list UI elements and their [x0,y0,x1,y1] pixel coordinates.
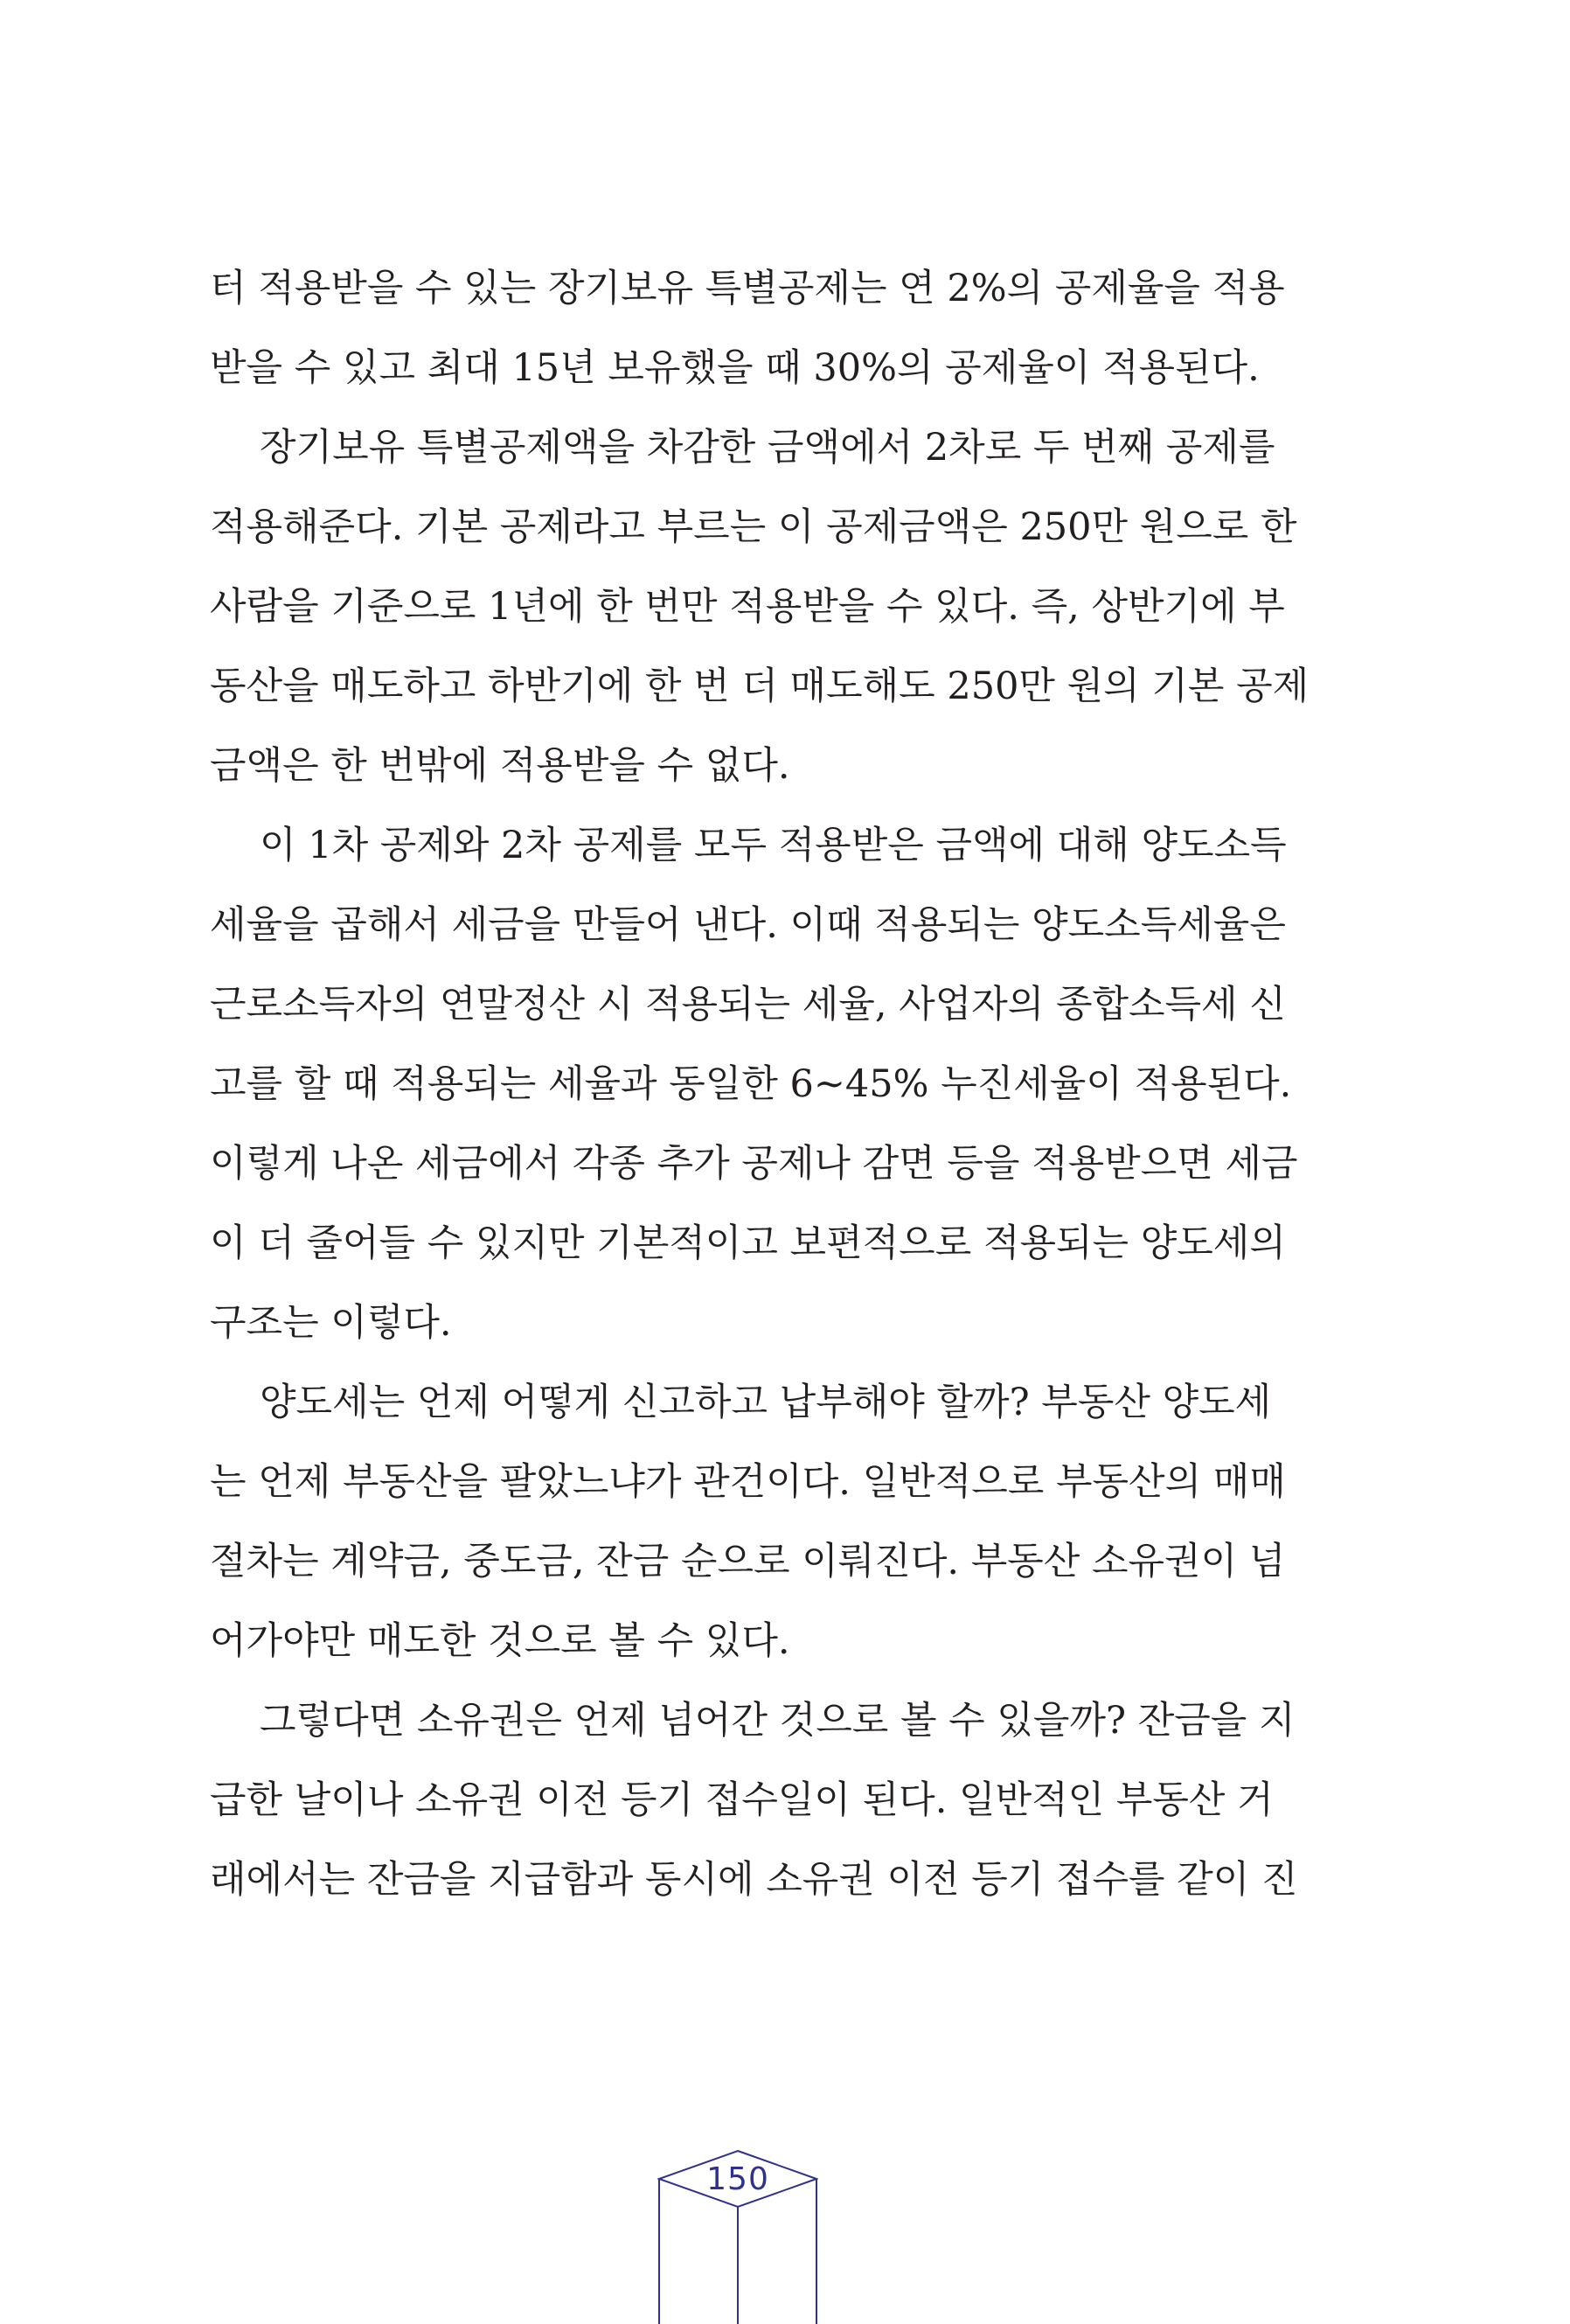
text-line: 는 언제 부동산을 팔았느냐가 관건이다. 일반적으로 부동산의 매매 [210,1460,1286,1504]
page-number: 150 [706,2161,769,2197]
text-line: 터 적용받을 수 있는 장기보유 특별공제는 연 2%의 공제율을 적용 [210,267,1285,310]
text-line: 적용해준다. 기본 공제라고 부르는 이 공제금액은 250만 원으로 한 [210,505,1297,549]
text-line: 양도세는 언제 어떻게 신고하고 납부해야 할까? 부동산 양도세 [260,1381,1272,1424]
text-line: 그렇다면 소유권은 언제 넘어간 것으로 볼 수 있을까? 잔금을 지 [260,1699,1296,1743]
text-line: 이렇게 나온 세금에서 각종 추가 공제나 감면 등을 적용받으면 세금 [210,1142,1298,1186]
body-text [210,249,1309,1920]
text-line: 사람을 기준으로 1년에 한 번만 적용받을 수 있다. 즉, 상반기에 부 [210,585,1285,629]
text-line: 급한 날이나 소유권 이전 등기 접수일이 된다. 일반적인 부동산 거 [210,1778,1274,1822]
text-line: 장기보유 특별공제액을 차감한 금액에서 2차로 두 번째 공제를 [260,426,1275,470]
page-number-box [657,2149,818,2324]
text-line: 동산을 매도하고 하반기에 한 번 더 매도해도 250만 원의 기본 공제 [210,664,1309,708]
text-line: 세율을 곱해서 세금을 만들어 낸다. 이때 적용되는 양도소득세율은 [210,903,1286,947]
text-line: 래에서는 잔금을 지급함과 동시에 소유권 이전 등기 접수를 같이 진 [210,1858,1298,1902]
text-line: 어가야만 매도한 것으로 볼 수 있다. [210,1619,790,1663]
text-line: 받을 수 있고 최대 15년 보유했을 때 30%의 공제율이 적용된다. [210,346,1260,390]
text-line: 이 1차 공제와 2차 공제를 모두 적용받은 금액에 대해 양도소득 [260,824,1287,867]
text-line: 구조는 이렇다. [210,1301,452,1345]
text-line: 근로소득자의 연말정산 시 적용되는 세율, 사업자의 종합소득세 신 [210,983,1286,1026]
text-line: 절차는 계약금, 중도금, 잔금 순으로 이뤄진다. 부동산 소유권이 넘 [210,1540,1286,1583]
text-line: 금액은 한 번밖에 적용받을 수 없다. [210,744,790,788]
text-line: 고를 할 때 적용되는 세율과 동일한 6~45% 누진세율이 적용된다. [210,1062,1292,1106]
text-line: 이 더 줄어들 수 있지만 기본적이고 보편적으로 적용되는 양도세의 [210,1221,1286,1265]
